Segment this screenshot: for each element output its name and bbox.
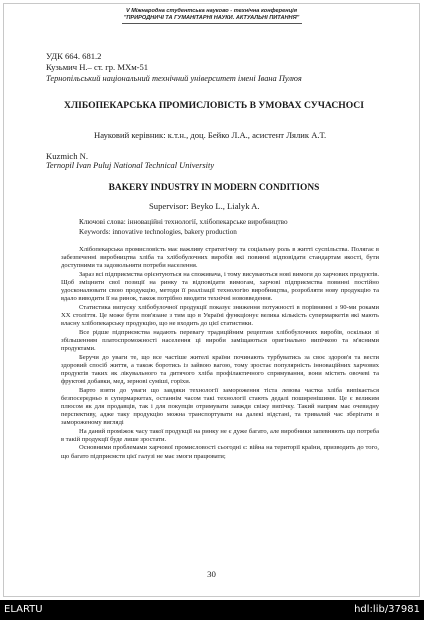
document-page xyxy=(3,3,420,597)
supervisor-en: Supervisor: Beyko L., Lialyk A. xyxy=(149,201,260,211)
supervisor-ua: Науковий керівник: к.т.н., доц. Бейко Л.А., асистент Лялик А.Т. xyxy=(94,130,327,140)
paragraph: Статистика випуску хлібобулочної продукції показує зниження потужності в порівнянні з 90-ми роками XX століття. Це може бути пов'язане з тим що в Україні функціонує велика кількість супермаркетів які мають власну хлібопекарську продукцію, що не входить до цієї статистики. xyxy=(61,303,379,328)
title-en: BAKERY INDUSTRY IN MODERN CONDITIONS xyxy=(108,183,320,193)
affiliation-ua: Тернопільський національний технічний університет імені Івана Пулюя xyxy=(46,74,302,83)
paragraph: Хлібопекарська промисловість має важливу стратегічну та соціальну роль в житті суспільства. Полягає в забезпеченні виробництва хліба та хлібобулочних виробів які повинні відповідати стандартам якості, бути доступними та задовольняти потреби населення. xyxy=(61,246,379,270)
paragraph: На даний проміжок часу такої продукції на ринку не є дуже багато, але виробники запевняють що потреба в такій продукції буде лише зростати. xyxy=(61,427,379,443)
keywords-en: Keywords: innovative technologies, bakery production xyxy=(79,228,237,236)
repository-name: ELARTU xyxy=(4,604,43,615)
title-ua: ХЛІБОПЕКАРСЬКА ПРОМИСЛОВІСТЬ В УМОВАХ СУЧАСНОСІ xyxy=(64,100,364,111)
header-divider xyxy=(122,23,302,24)
paragraph: Все рідше підприємства надають перевагу традиційним рецептам хлібобулочних виробів, оскільки зі збільшенням платоспроможності населення ці вироби заміщаються оригінально випічкою та м'ясними продуктами. xyxy=(61,328,379,352)
affiliation-en: Ternopil Ivan Puluj National Technical University xyxy=(46,161,215,170)
handle-link[interactable]: hdl:lib/37981 xyxy=(354,604,420,615)
paragraph: Основними проблемами харчової промисловості сьогодні є: війна на території країни, призводить до того, що багато підприємств цієї галузі не має змоги працювати; xyxy=(61,444,379,460)
udc-code: УДК 664. 681.2 xyxy=(46,51,102,61)
repository-footer xyxy=(0,600,424,620)
conference-header xyxy=(4,8,419,22)
conference-header-line1: V Міжнародна студентська науково - технічна конференція xyxy=(125,8,298,14)
author-ua: Кузьмич Н.– ст. гр. МХм-51 xyxy=(46,62,149,72)
keywords-ua: Ключові слова: інноваційні технології, хлібопекарське виробництво xyxy=(79,218,288,226)
paragraph: Варто взяти до уваги що завдяки технології замороження тіста левова частка хліба випікається безпосередньо в супермаркетах, останнім часом такі технології стають дедалі поширенішими. Це є великим плюсом як для продавців, так і для покупців отримувати завжди свіжу випічку. Такий напрям має очевидну перспективу, адже таку продукцію можна транспортувати на далекі відстані, та тривалий час зберігати в замороженому вигляді xyxy=(61,386,379,426)
conference-header-line2: "ПРИРОДНИЧІ ТА ГУМАНІТАРНІ НАУКИ. АКТУАЛЬНІ ПИТАННЯ" xyxy=(123,15,300,21)
author-en: Kuzmich N. xyxy=(46,151,89,161)
paragraph: Беручи до уваги те, що все частіше жителі країни починають турбуватись за своє здоров'я та вести здоровий спосіб життя, а також боротись із зайвою вагою, тому зростає популярність інноваційних харчових продуктів таких як лікувального та дитячого хліба профілактичного спрямування, вони містять овочеві та фруктові добавки, мед, зернові суміші, горіхи. xyxy=(61,353,379,385)
paragraph: Зараз всі підприємства орієнтуються на споживача, і тому висуваються нові вимоги до харчових продуктів. Щоб зміцнити свої позиції на ринку та відповідати вимогам, харчові підприємства повинні постійно удосконалювати свою продукцію, методи її реалізації технологію виробництва, розробляти нову продукцію та вдало виводити її на ринок, також потрібно вводити технічні нововведення. xyxy=(61,270,379,303)
page-number: 30 xyxy=(207,569,216,579)
body-text xyxy=(61,246,379,461)
